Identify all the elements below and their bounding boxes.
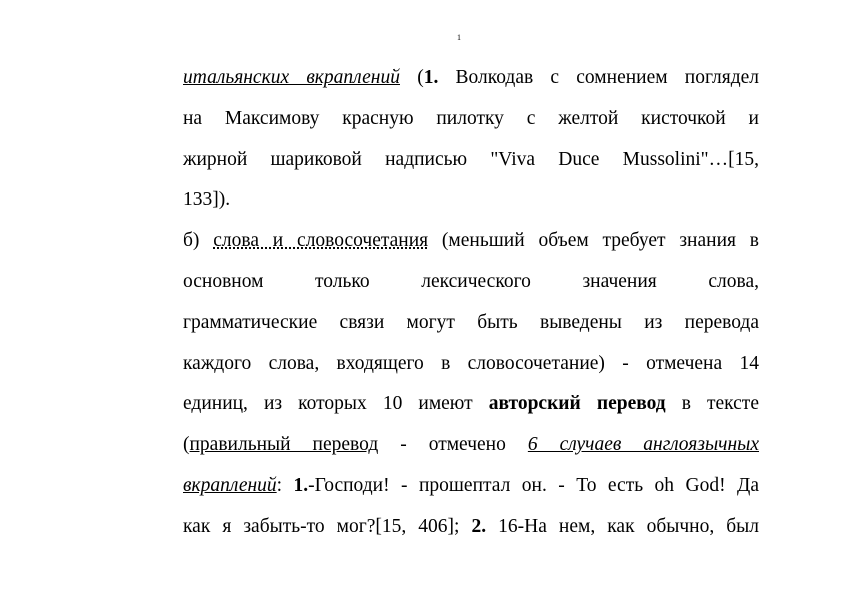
text-run: грамматические связи могут быть выведены из перевода: [183, 311, 759, 333]
document-text: [183, 58, 759, 548]
text-run: вкраплений: [183, 474, 277, 496]
page-marker: 1: [457, 33, 461, 42]
text-run: - отмечено: [378, 434, 528, 456]
text-run: на Максимову красную пилотку с желтой кисточкой и: [183, 107, 759, 129]
text-line: [183, 344, 759, 385]
text-run: 6 случаев англоязычных: [527, 434, 760, 456]
text-line: [183, 466, 759, 507]
text-run: 2.: [471, 515, 487, 537]
text-line: [183, 425, 759, 466]
text-run: б): [183, 230, 214, 252]
text-line: [183, 384, 759, 425]
text-run: единиц, из которых 10 имеют: [183, 393, 489, 415]
text-run: (: [399, 67, 424, 88]
text-run: 133]).: [183, 189, 231, 211]
text-run: (меньший объем требует знания в: [428, 230, 759, 252]
text-line: [183, 507, 759, 548]
text-run: жирной шариковой надписью "Viva Duce Mussolini"…[15,: [183, 148, 759, 170]
text-run: основном только лексического значения слова,: [183, 270, 759, 292]
text-line: [183, 99, 759, 140]
text-run: каждого слова, входящего в словосочетание) - отмечена 14: [183, 352, 759, 374]
text-run: 1.: [293, 474, 309, 496]
text-line: [183, 262, 759, 303]
text-run: в тексте: [665, 393, 759, 415]
text-run: :: [276, 474, 294, 496]
text-run: правильный перевод: [189, 434, 379, 456]
text-run: 1.: [423, 67, 439, 88]
text-run: авторский перевод: [488, 393, 666, 415]
text-line: [183, 303, 759, 344]
text-line: [183, 58, 759, 99]
text-run: как я забыть-то мог?[15, 406];: [183, 515, 472, 537]
text-line: [183, 140, 759, 181]
text-run: Волкодав с сомнением поглядел: [438, 67, 759, 88]
text-run: 16-На нем, как обычно, был: [486, 515, 759, 537]
text-run: слова и словосочетания: [213, 230, 429, 252]
text-run: -Господи! - прошептал он. - То есть oh God! Да: [308, 474, 759, 496]
text-run: (: [183, 434, 190, 456]
text-line: [183, 180, 759, 221]
text-line: [183, 221, 759, 262]
text-run: итальянских вкраплений: [183, 67, 400, 88]
